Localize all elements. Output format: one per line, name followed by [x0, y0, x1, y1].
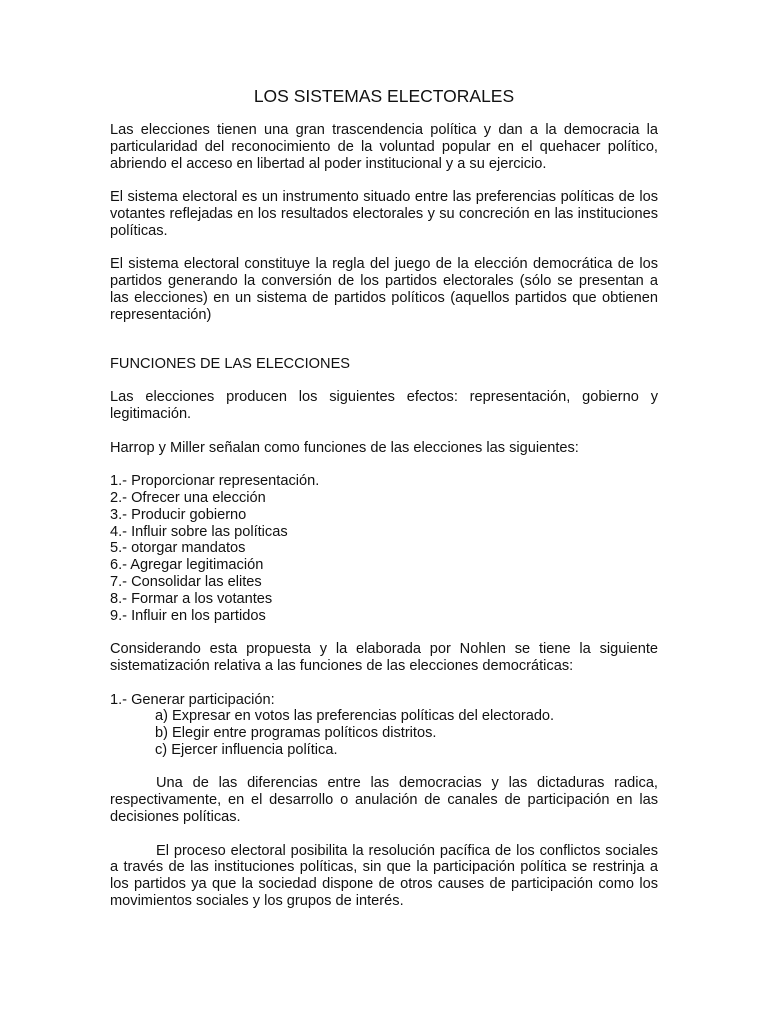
- list-item: b) Elegir entre programas políticos distritos.: [155, 725, 437, 742]
- document-title: LOS SISTEMAS ELECTORALES: [253, 86, 515, 106]
- list-item: 5.- otorgar mandatos: [110, 540, 246, 557]
- intro-paragraph-1: Las elecciones tienen una gran trascendencia política y dan a la democracia la particularidad del reconocimiento de la voluntad popular en el quehacer político, abriendo el acceso en libertad al poder institucional y a su ejercicio.: [110, 122, 658, 172]
- list-item: 6.- Agregar legitimación: [110, 557, 264, 574]
- closing-paragraph-2: El proceso electoral posibilita la resolución pacífica de los conflictos sociales a través de las instituciones políticas, sin que la participación política se restrinja a los partidos ya que la sociedad dispone de otros causes de participación como los movimientos sociales y los grupos de interés.: [110, 842, 658, 910]
- harrop-paragraph: Harrop y Miller señalan como funciones de las elecciones las siguientes:: [110, 439, 579, 456]
- list-item: 7.- Consolidar las elites: [110, 573, 262, 590]
- participation-heading: 1.- Generar participación:: [110, 691, 275, 708]
- list-item: 2.- Ofrecer una elección: [110, 489, 266, 506]
- nohlen-paragraph: Considerando esta propuesta y la elaborada por Nohlen se tiene la siguiente sistematización relativa a las funciones de las elecciones democráticas:: [110, 641, 658, 674]
- list-item: a) Expresar en votos las preferencias políticas del electorado.: [155, 708, 555, 725]
- list-item: 9.- Influir en los partidos: [110, 607, 266, 624]
- section-heading: FUNCIONES DE LAS ELECCIONES: [110, 355, 351, 372]
- list-item: 3.- Producir gobierno: [110, 506, 247, 523]
- list-item: c) Ejercer influencia política.: [155, 741, 338, 758]
- functions-list: [110, 473, 658, 624]
- intro-paragraph-2: El sistema electoral es un instrumento situado entre las preferencias políticas de los votantes reflejadas en los resultados electorales y su concreción en las instituciones políticas.: [110, 189, 658, 239]
- effects-paragraph: Las elecciones producen los siguientes efectos: representación, gobierno y legitimación.: [110, 389, 658, 422]
- participation-sublist: [110, 708, 658, 758]
- intro-paragraph-3: El sistema electoral constituye la regla del juego de la elección democrática de los partidos generando la conversión de los partidos electorales (sólo se presentan a las elecciones) en un sistema de partidos políticos (aquellos partidos que obtienen representación): [110, 256, 658, 323]
- participation-group: [110, 692, 658, 759]
- closing-paragraph-1: Una de las diferencias entre las democracias y las dictaduras radica, respectivamente, en el desarrollo o anulación de canales de participación en las decisiones políticas.: [110, 775, 658, 826]
- list-item: 4.- Influir sobre las políticas: [110, 523, 288, 540]
- list-item: 8.- Formar a los votantes: [110, 590, 273, 607]
- list-item: 1.- Proporcionar representación.: [110, 473, 320, 490]
